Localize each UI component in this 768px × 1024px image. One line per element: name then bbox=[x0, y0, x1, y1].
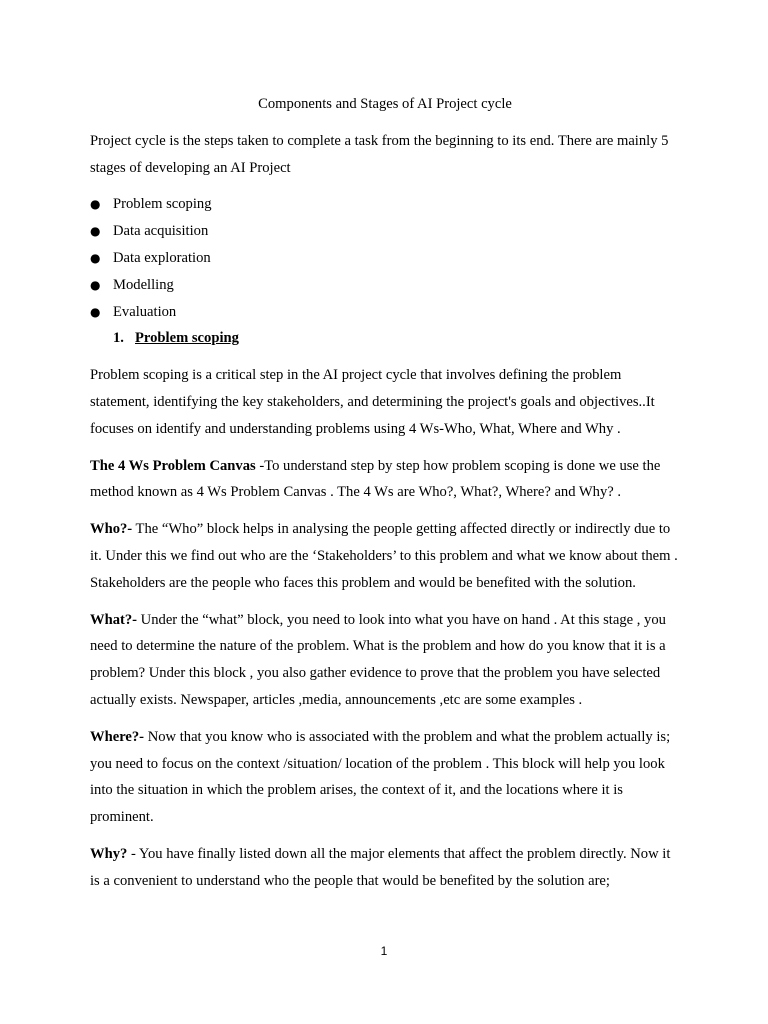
document-title: Components and Stages of AI Project cycle bbox=[258, 96, 512, 112]
list-item bbox=[90, 299, 680, 326]
what-paragraph bbox=[90, 607, 680, 714]
bullet-icon: ● bbox=[90, 197, 101, 212]
why-text: - You have finally listed down all the major elements that affect the problem directly. Now it is a convenient to understand who the people that would be benefited by the solution are; bbox=[90, 845, 671, 889]
why-paragraph bbox=[90, 841, 680, 895]
stage-label: Evaluation bbox=[113, 303, 177, 320]
page-number: 1 bbox=[380, 944, 388, 958]
where-label: Where?- bbox=[90, 728, 145, 745]
canvas-text: -To understand step by step how problem scoping is done we use the method known as 4 Ws Problem Canvas . The 4 Ws are Who?, What?, Where? and Why? . bbox=[90, 457, 661, 501]
stage-label: Data exploration bbox=[113, 249, 211, 266]
bullet-icon: ● bbox=[90, 224, 101, 239]
who-text: The “Who” block helps in analysing the people getting affected directly or indirectly due to it. Under this we find out who are the ‘Stakeholders’ to this problem and what we know about them . Stakeholders are the people who faces this problem and would be benefited with the solution. bbox=[90, 521, 678, 591]
who-paragraph bbox=[90, 516, 680, 596]
bullet-icon: ● bbox=[90, 277, 101, 292]
where-text: Now that you know who is associated with the problem and what the problem actually is; you need to focus on the context /situation/ location of the problem . This block will help you look into the situation in which the problem arises, the context of it, and the locations where it is prominent. bbox=[90, 728, 671, 826]
list-item bbox=[90, 218, 680, 245]
stage-label: Problem scoping bbox=[113, 196, 212, 213]
page-content bbox=[90, 91, 680, 905]
what-text: Under the “what” block, you need to look into what you have on hand . At this stage , you need to determine the nature of the problem. What is the problem and how do you know that it is a problem? Under this block , you also gather evidence to prove that the problem you have selected actually exists. Newspaper, articles ,media, announcements ,etc are some examples . bbox=[90, 611, 666, 708]
list-item bbox=[90, 191, 680, 218]
who-label: Who?- bbox=[90, 521, 133, 538]
stages-list bbox=[90, 191, 680, 325]
problem-scoping-paragraph: Problem scoping is a critical step in the AI project cycle that involves defining the problem statement, identifying the key stakeholders, and determining the project's goals and objectives..It focuses on identify and understanding problems using 4 Ws-Who, What, Where and Why . bbox=[90, 367, 655, 437]
intro-paragraph: Project cycle is the steps taken to complete a task from the beginning to its end. There are mainly 5 stages of developing an AI Project bbox=[90, 132, 669, 176]
stage-label: Data acquisition bbox=[113, 223, 209, 240]
canvas-label: The 4 Ws Problem Canvas bbox=[90, 457, 256, 474]
bullet-icon: ● bbox=[90, 304, 101, 319]
section-number: 1. bbox=[113, 330, 124, 347]
bullet-icon: ● bbox=[90, 250, 101, 265]
list-item bbox=[90, 272, 680, 299]
section-heading bbox=[90, 325, 680, 352]
canvas-paragraph bbox=[90, 453, 680, 507]
why-label: Why? bbox=[90, 845, 128, 862]
stage-label: Modelling bbox=[113, 276, 174, 293]
list-item bbox=[90, 245, 680, 272]
what-label: What?- bbox=[90, 611, 138, 628]
where-paragraph bbox=[90, 724, 680, 831]
section-title: Problem scoping bbox=[135, 330, 239, 347]
